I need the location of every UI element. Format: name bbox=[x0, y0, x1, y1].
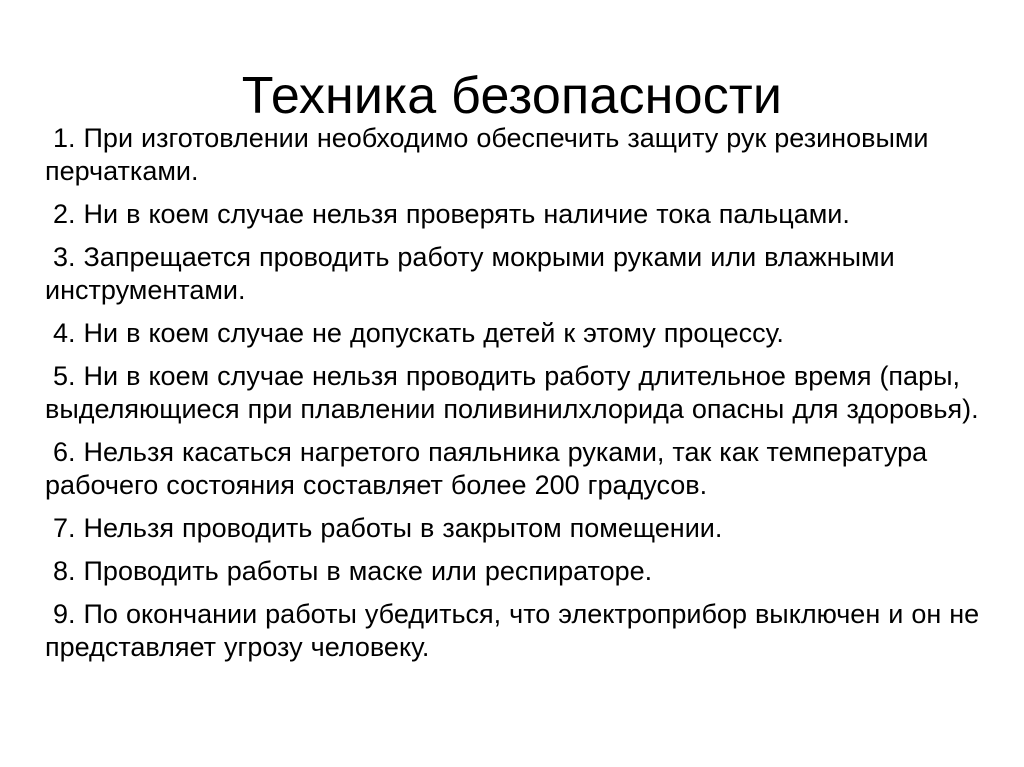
safety-rule-2: 2. Ни в коем случае нельзя проверять наличие тока пальцами. bbox=[53, 199, 850, 229]
safety-rule-6: 6. Нельзя касаться нагретого паяльника руками, так как температура рабочего состояния составляет более 200 градусов. bbox=[45, 437, 928, 500]
safety-rule-1: 1. При изготовлении необходимо обеспечить защиту рук резиновыми перчатками. bbox=[45, 123, 929, 186]
safety-rule-9: 9. По окончании работы убедиться, что электроприбор выключен и он не представляет угрозу человеку. bbox=[45, 599, 980, 662]
safety-rule-7: 7. Нельзя проводить работы в закрытом помещении. bbox=[53, 513, 723, 543]
slide-title: Техника безопасности bbox=[241, 67, 783, 125]
safety-rule-8: 8. Проводить работы в маске или респираторе. bbox=[53, 556, 653, 586]
safety-rules-list bbox=[45, 122, 985, 674]
safety-rule-3: 3. Запрещается проводить работу мокрыми руками или влажными инструментами. bbox=[45, 242, 895, 305]
safety-rule-4: 4. Ни в коем случае не допускать детей к этому процессу. bbox=[53, 318, 784, 348]
safety-rule-5: 5. Ни в коем случае нельзя проводить работу длительное время (пары, выделяющиеся при плавлении поливинилхлорида опасны для здоровья). bbox=[45, 361, 979, 424]
